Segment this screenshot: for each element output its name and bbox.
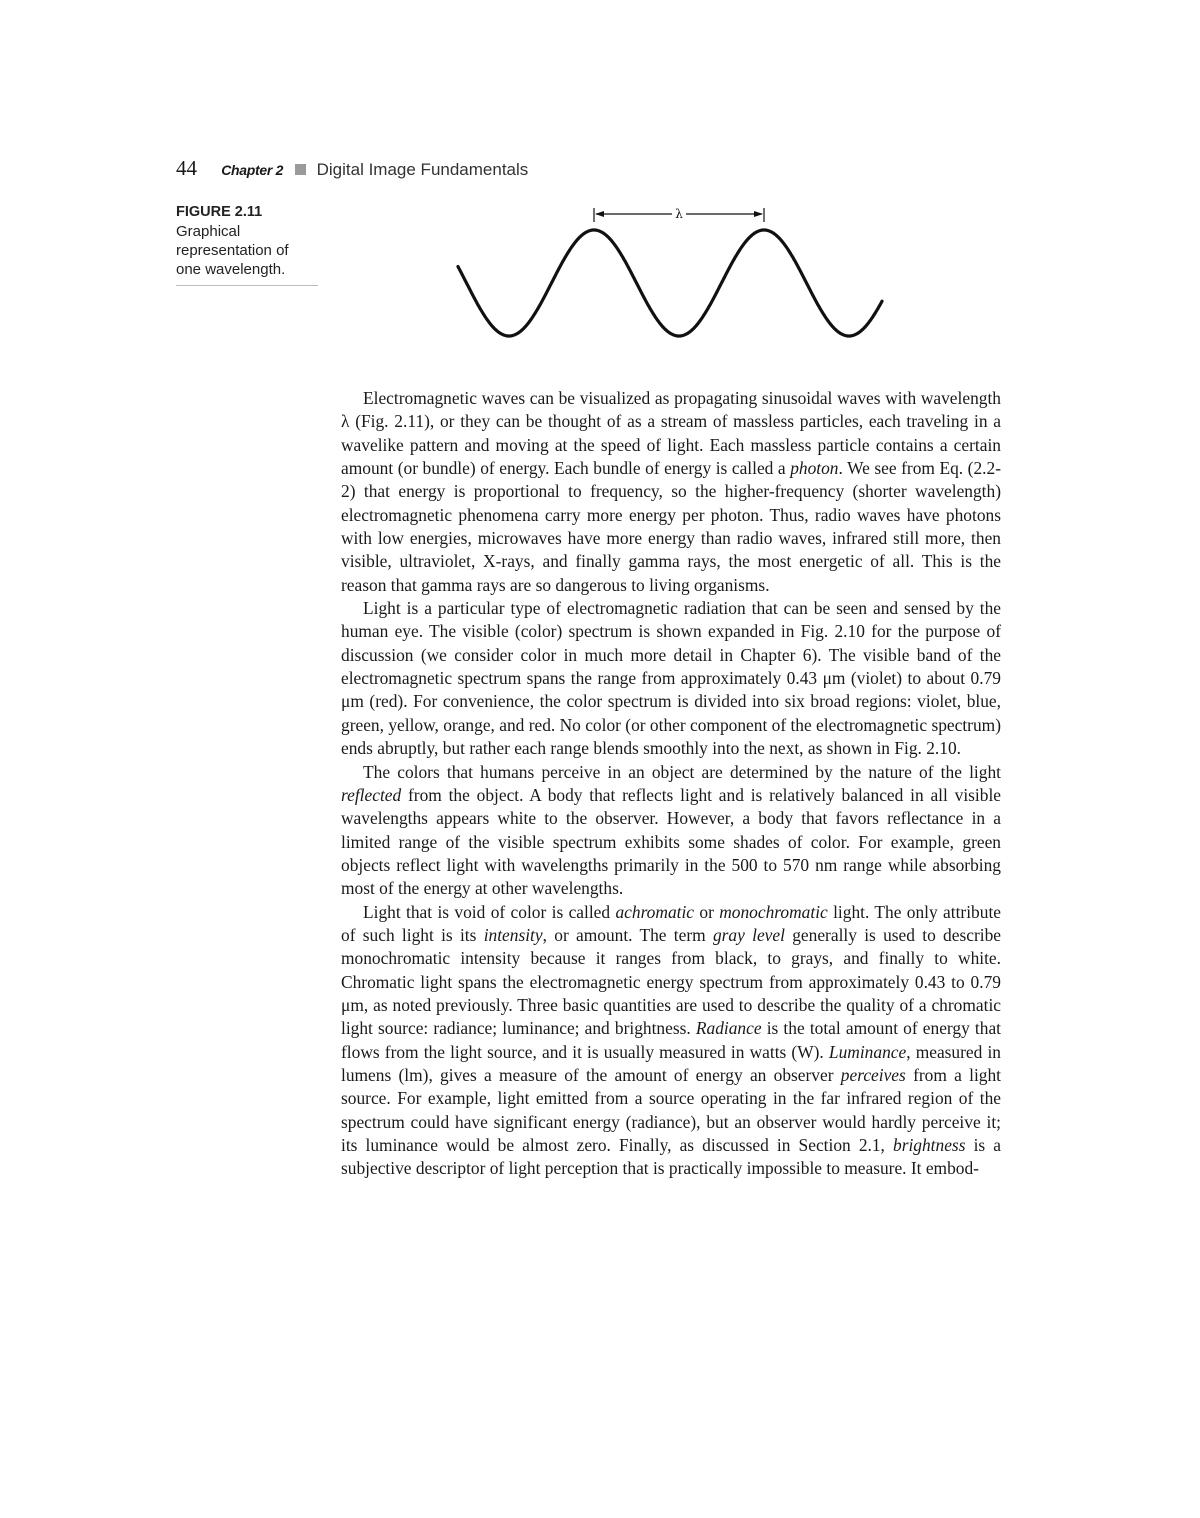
text-run: Light is a particular type of electromagnetic radiation that can be seen and sensed by the human eye. The visible (color) spectrum is shown expanded in Fig. 2.10 for the purpose of discussion (we consider color in much more detail in Chapter 6). The visible band of the electromagnetic spectrum spans the range from approximately 0.43 μm (violet) to about 0.79 μm (red). For convenience, the color spectrum is divided into six broad regions: violet, blue, green, yellow, orange, and red. No color (or other component of the electromagnetic spectrum) ends abruptly, but rather each range blends smoothly into the next, as shown in Fig. 2.10.	[341, 598, 1001, 759]
body-paragraph	[341, 761, 1001, 901]
sine-wave	[458, 230, 882, 336]
wavelength-symbol: λ	[675, 207, 683, 221]
wavelength-figure	[440, 198, 900, 348]
arrowhead-right	[754, 211, 763, 217]
arrowhead-left	[595, 211, 604, 217]
caption-line: Graphical	[176, 223, 241, 240]
text-run: , or amount. The term	[542, 924, 713, 945]
italic-term: reflected	[341, 784, 402, 805]
text-run: from the object. A body that reflects light and is relatively balanced in all visible wavelengths appears white to the observer. However, a body that favors reflectance in a limited range of the visible spectrum exhibits some shades of color. For example, green objects reflect light with wavelengths primarily in the 500 to 570 nm range while absorbing most of the energy at other wavelengths.	[341, 784, 1001, 899]
text-run: The colors that humans perceive in an object are determined by the nature of the light	[363, 761, 1001, 782]
italic-term: gray level	[712, 924, 785, 945]
text-run: is a subjective descriptor of light perception that is practically impossible to measure. It embod-	[341, 1135, 1001, 1179]
italic-term: achromatic	[615, 901, 695, 922]
text-run: or	[694, 901, 720, 922]
body-paragraph	[341, 901, 1001, 1181]
body-text	[341, 387, 1001, 1181]
text-run: . We see from Eq. (2.2-2) that energy is proportional to frequency, so the higher-frequency (shorter wavelength) electromagnetic phenomena carry more energy per photon. Thus, radio waves have photons with low energies, microwaves have more energy than radio waves, infrared still more, then visible, ultraviolet, X-rays, and finally gamma rays, the most energetic of all. This is the reason that gamma rays are so dangerous to living organisms.	[341, 458, 1001, 595]
text-run: Light that is void of color is called	[363, 901, 616, 922]
running-head	[176, 156, 528, 186]
text-run: is the total amount of energy that flows from the light source, and it is usually measured in watts (W).	[341, 1018, 1002, 1062]
text-run: generally is used to describe monochromatic intensity because it ranges from black, to grays, and finally to white. Chromatic light spans the electromagnetic energy spectrum from approximately 0.43 to 0.79 μm, as noted previously. Three basic quantities are used to describe the quality of a chromatic light source: radiance; luminance; and brightness.	[341, 924, 1001, 1039]
body-paragraph	[341, 597, 1001, 760]
italic-term: photon	[790, 458, 839, 479]
italic-term: Luminance	[828, 1041, 907, 1062]
square-bullet-icon	[295, 164, 306, 175]
italic-term: monochromatic	[719, 901, 828, 922]
italic-term: perceives	[840, 1064, 906, 1085]
figure-caption	[176, 203, 318, 286]
text-run: from a light source. For example, light emitted from a source operating in the far infrared region of the spectrum could have significant energy (radiance), but an observer would hardly perceive it; its luminance would be almost zero. Finally, as discussed in Section 2.1,	[341, 1064, 1002, 1155]
body-paragraph	[341, 387, 1001, 597]
text-run: light. The only attribute of such light is its	[341, 901, 1001, 945]
caption-line: representation of	[176, 242, 289, 259]
italic-term: brightness	[893, 1135, 966, 1155]
text-run: , measured in lumens (lm), gives a measure of the amount of energy an observer	[341, 1041, 1001, 1085]
figure-label: FIGURE 2.11	[176, 204, 263, 220]
chapter-label: Chapter 2	[221, 162, 284, 178]
chapter-title: Digital Image Fundamentals	[316, 160, 529, 179]
caption-line: one wavelength.	[176, 261, 286, 278]
text-run: Electromagnetic waves can be visualized as propagating sinusoidal waves with wavelength λ (Fig. 2.11), or they can be thought of as a stream of massless particles, each traveling in a wavelike pattern and moving at the speed of light. Each massless particle contains a certain amount (or bundle) of energy. Each bundle of energy is called a	[341, 388, 1001, 479]
page-number: 44	[176, 156, 197, 180]
italic-term: Radiance	[695, 1018, 762, 1039]
italic-term: intensity	[483, 924, 543, 945]
